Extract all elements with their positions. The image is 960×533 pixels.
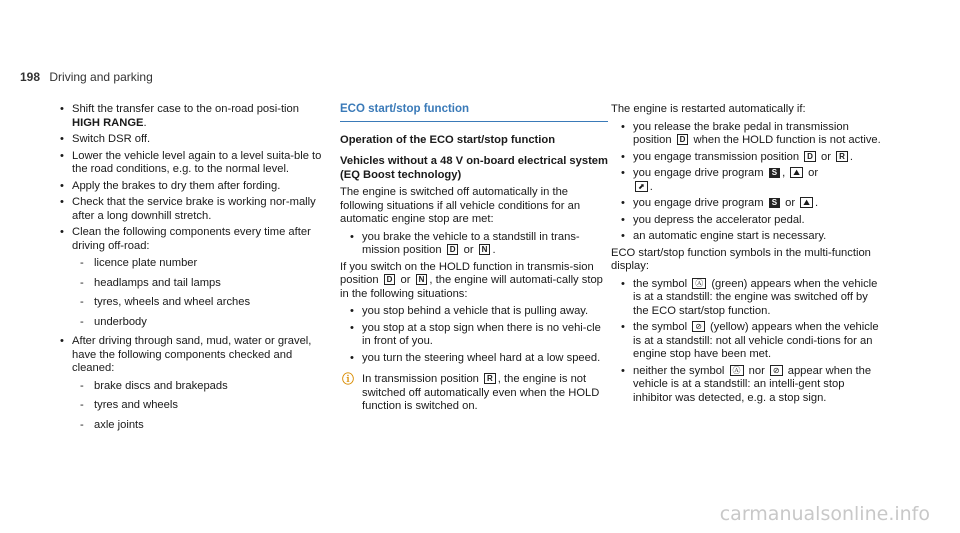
sub-list: [72, 380, 330, 433]
page-number: 198: [20, 70, 41, 84]
watermark: carmanualsonline.info: [719, 503, 930, 525]
bullet-text: you engage drive program: [633, 167, 767, 179]
bullet-text: the symbol: [633, 321, 691, 333]
section-title: ECO start/stop function: [340, 103, 608, 122]
list-item: • Apply the brakes to dry them after fording.: [60, 180, 330, 194]
bullet-text: the symbol: [633, 277, 691, 290]
sub-list-item: - brake discs and brakepads: [72, 380, 330, 394]
bullet-text: neither the symbol: [633, 364, 728, 377]
list-item: • Lower the vehicle level again to a level suita-ble to the road conditions, e.g. to the normal level.: [60, 150, 330, 177]
column-right: [611, 103, 883, 408]
list-item: • Check that the service brake is working nor-mally after a long downhill stretch.: [60, 196, 330, 223]
bullet-text-end: .: [492, 244, 496, 256]
bullet-text: you engage drive program: [633, 197, 767, 209]
list-item: [611, 167, 883, 194]
eco-start-stop-yellow-icon: ⊘: [692, 321, 705, 332]
note: [340, 373, 608, 414]
bullet-text: appear when the vehicle is at a standstill: an intelli-gent stop inhibitor was detected, e.g. a stop sign.: [633, 364, 872, 404]
drive-program-offroad-icon: ⛰: [800, 197, 813, 208]
column-left: [60, 103, 330, 438]
list-item: [611, 278, 883, 319]
list-item: [340, 231, 608, 258]
list-item: [611, 321, 883, 362]
transmission-d-icon: D: [677, 134, 689, 145]
bullet-text: Clean the following components every time after driving off-road:: [72, 226, 311, 252]
list-item: [60, 226, 330, 329]
transmission-n-icon: N: [416, 274, 428, 285]
note-text: , the engine is not switched off automatically even when the HOLD function is switched on.: [362, 373, 600, 412]
paragraph-text: If you switch on the HOLD function in transmis-sion position: [340, 260, 594, 286]
bullet-text-end: .: [814, 197, 819, 209]
list-item: • you stop at a stop sign when there is no vehi-cle in front of you.: [340, 322, 608, 349]
note-text: In transmission position: [362, 373, 483, 385]
bullet-text: or: [460, 244, 477, 256]
page-section-title: Driving and parking: [49, 70, 153, 84]
transmission-n-icon: N: [479, 244, 491, 255]
subheading: Operation of the ECO start/stop function: [340, 133, 556, 146]
list-item: [60, 103, 330, 130]
list-item: • an automatic engine start is necessary.: [611, 230, 883, 244]
page-header: [20, 70, 153, 84]
transmission-d-icon: D: [804, 151, 816, 162]
list-item: • you depress the accelerator pedal.: [611, 214, 883, 228]
info-icon: ⓘ: [342, 372, 355, 386]
list-item: [611, 121, 883, 148]
list-item: [611, 365, 883, 406]
eco-start-stop-green-icon: Ⓐ: [730, 365, 744, 376]
bullet-text: you engage transmission position: [633, 150, 803, 163]
transmission-r-icon: R: [836, 151, 848, 162]
bullet-text: nor: [745, 364, 768, 377]
sub-list: [72, 257, 330, 329]
sub-list-item: - tyres and wheels: [72, 399, 330, 413]
bullet-text: or: [817, 150, 835, 163]
bullet-text: you release the brake pedal in transmission position: [633, 120, 849, 146]
subheading: Vehicles without a 48 V on-board electrical system (EQ Boost technology): [340, 155, 608, 181]
column-middle: [340, 103, 608, 414]
sub-list-item: - licence plate number: [72, 257, 330, 271]
drive-program-offroad-plus-icon: ⬈: [635, 181, 648, 192]
transmission-d-icon: D: [447, 244, 459, 255]
bullet-text: (green) appears when the vehicle is at a standstill: the engine was switched off by the ECO start/stop function.: [633, 277, 878, 317]
bullet-text: or: [782, 197, 799, 209]
bullet-text: when the HOLD function is not active.: [690, 134, 881, 146]
eco-start-stop-yellow-icon: ⊘: [770, 365, 783, 376]
sub-list-item: - tyres, wheels and wheel arches: [72, 296, 330, 310]
bullet-text: you brake the vehicle to a standstill in trans-mission position: [362, 230, 580, 256]
sub-list-item: - headlamps and tail lamps: [72, 277, 330, 291]
list-item: [611, 151, 883, 165]
transmission-d-icon: D: [384, 274, 396, 285]
bullet-text-end: .: [649, 180, 653, 193]
list-item: • you stop behind a vehicle that is pulling away.: [340, 305, 608, 319]
bullet-text: ,: [782, 167, 789, 179]
sub-list-item: - axle joints: [72, 419, 330, 433]
bullet-text-end: .: [143, 116, 147, 129]
bullet-text-end: .: [849, 150, 854, 163]
paragraph: The engine is switched off automatically in the following situations if all vehicle conditions for an automatic engine stop are met:: [340, 186, 581, 225]
paragraph: ECO start/stop function symbols in the multi-function display:: [611, 246, 871, 272]
list-item: • Switch DSR off.: [60, 133, 330, 147]
bullet-text: or: [805, 167, 819, 179]
bullet-text: After driving through sand, mud, water or gravel, have the following components checked and cleaned:: [72, 335, 312, 374]
drive-program-s-icon: S: [769, 168, 780, 178]
paragraph: [340, 261, 608, 302]
bullet-text: (yellow) appears when the vehicle is at a standstill: not all vehicle condi-tions for an engine stop have been met.: [633, 321, 879, 360]
high-range-label: HIGH RANGE: [72, 116, 144, 129]
drive-program-offroad-icon: ⛰: [790, 167, 803, 178]
list-item: • you turn the steering wheel hard at a low speed.: [340, 352, 608, 366]
paragraph-text: , the engine will automati-cally stop in the following situations:: [340, 274, 603, 300]
bullet-text: Shift the transfer case to the on-road posi-tion: [72, 103, 299, 115]
paragraph-text: or: [397, 274, 414, 286]
list-item: [611, 197, 883, 211]
drive-program-s-plus-icon: S: [769, 198, 780, 208]
eco-start-stop-green-icon: Ⓐ: [692, 278, 706, 289]
list-item: [60, 335, 330, 432]
sub-list-item: - underbody: [72, 316, 330, 330]
paragraph: The engine is restarted automatically if:: [611, 103, 806, 115]
transmission-r-icon: R: [484, 373, 496, 384]
